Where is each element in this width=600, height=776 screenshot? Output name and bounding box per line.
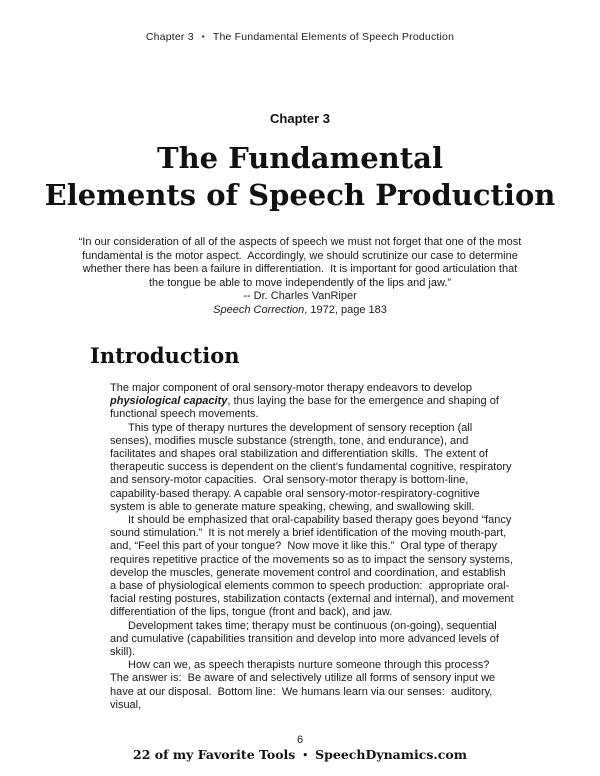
- quote-source-detail: , 1972, page 183: [304, 303, 387, 316]
- footer-website: SpeechDynamics.com: [315, 747, 467, 762]
- paragraph-5: How can we, as speech therapists nurture someone through this process? The answer is: Be aware of and selectively utilize all forms of sensory input we have at our disposal. Bottom line: We humans learn via our senses: auditory, visual,: [110, 659, 499, 711]
- footer-book-line: [0, 747, 600, 762]
- chapter-label: Chapter 3: [270, 111, 330, 126]
- paragraph-1-after: , thus laying the base for the emergence and shaping of functional speech movements.: [110, 395, 502, 421]
- dot-bullet-icon: •: [302, 751, 309, 761]
- footer-book-title: 22 of my Favorite Tools: [133, 747, 296, 762]
- page-title: [0, 140, 600, 214]
- paragraph-1-before: The major component of oral sensory-motor therapy endeavors to develop: [110, 382, 476, 394]
- paragraph-1-emphasis: physiological capacity: [110, 395, 228, 408]
- paragraph-4: Development takes time; therapy must be continuous (on-going), sequential and cumulative (capabilities transition and develop into more advanced levels of skill).: [110, 619, 502, 659]
- paragraph-1: [110, 382, 514, 422]
- body-text: [110, 382, 517, 712]
- quote-source-title: Speech Correction: [213, 303, 305, 316]
- quote-source: [0, 304, 600, 318]
- page-title-line1: The Fundamental: [157, 141, 443, 175]
- paragraph-3: It should be emphasized that oral-capability based therapy goes beyond “fancy sound stimulation.” It is not merely a brief identification of the moving mouth-part, and, “Feel this part of your tongue? Now move it like this.” Oral type of therapy requires repetitive practice of the movements so as to impact the sensory systems, develop the muscles, generate movement control and coordination, and establish a base of physiological elements common to speech production: appropriate oral-facial resting postures, stabilization contacts (external and internal), and movement differentiation of the lips, tongue (front and back), and jaw.: [110, 514, 517, 619]
- page-number: 6: [296, 734, 304, 746]
- running-header-chapter: Chapter 3: [145, 31, 194, 43]
- square-bullet-icon: ▪: [201, 32, 205, 41]
- running-header-title: The Fundamental Elements of Speech Production: [212, 31, 455, 43]
- section-heading-introduction: Introduction: [90, 343, 240, 368]
- running-header: [0, 0, 600, 43]
- paragraph-2: This type of therapy nurtures the development of sensory reception (all senses), modifies muscle substance (strength, tone, and endurance), and facilitates and shapes oral stabilization and differentiation skills. The extent of therapeutic success is dependent on the client’s fundamental cognitive, respiratory and sensory-motor capacities. Oral sensory-motor therapy is bottom-line, capability-based therapy. A capable oral sensory-motor-respiratory-cognitive system is able to generate mature speaking, chewing, and swallowing skill.: [110, 421, 515, 513]
- page-title-line2: Elements of Speech Production: [44, 178, 556, 212]
- page-footer: [0, 734, 600, 762]
- quote-attribution: -- Dr. Charles VanRiper: [243, 290, 357, 302]
- epigraph-quote: “In our consideration of all of the aspects of speech we must not forget that one of the most fundamental is the motor aspect. Accordingly, we should scrutinize our case to determine whether there has been a failure in differentiation. It is important for good articulation that the tongue be able to move independently of the lips and jaw.”: [78, 236, 525, 289]
